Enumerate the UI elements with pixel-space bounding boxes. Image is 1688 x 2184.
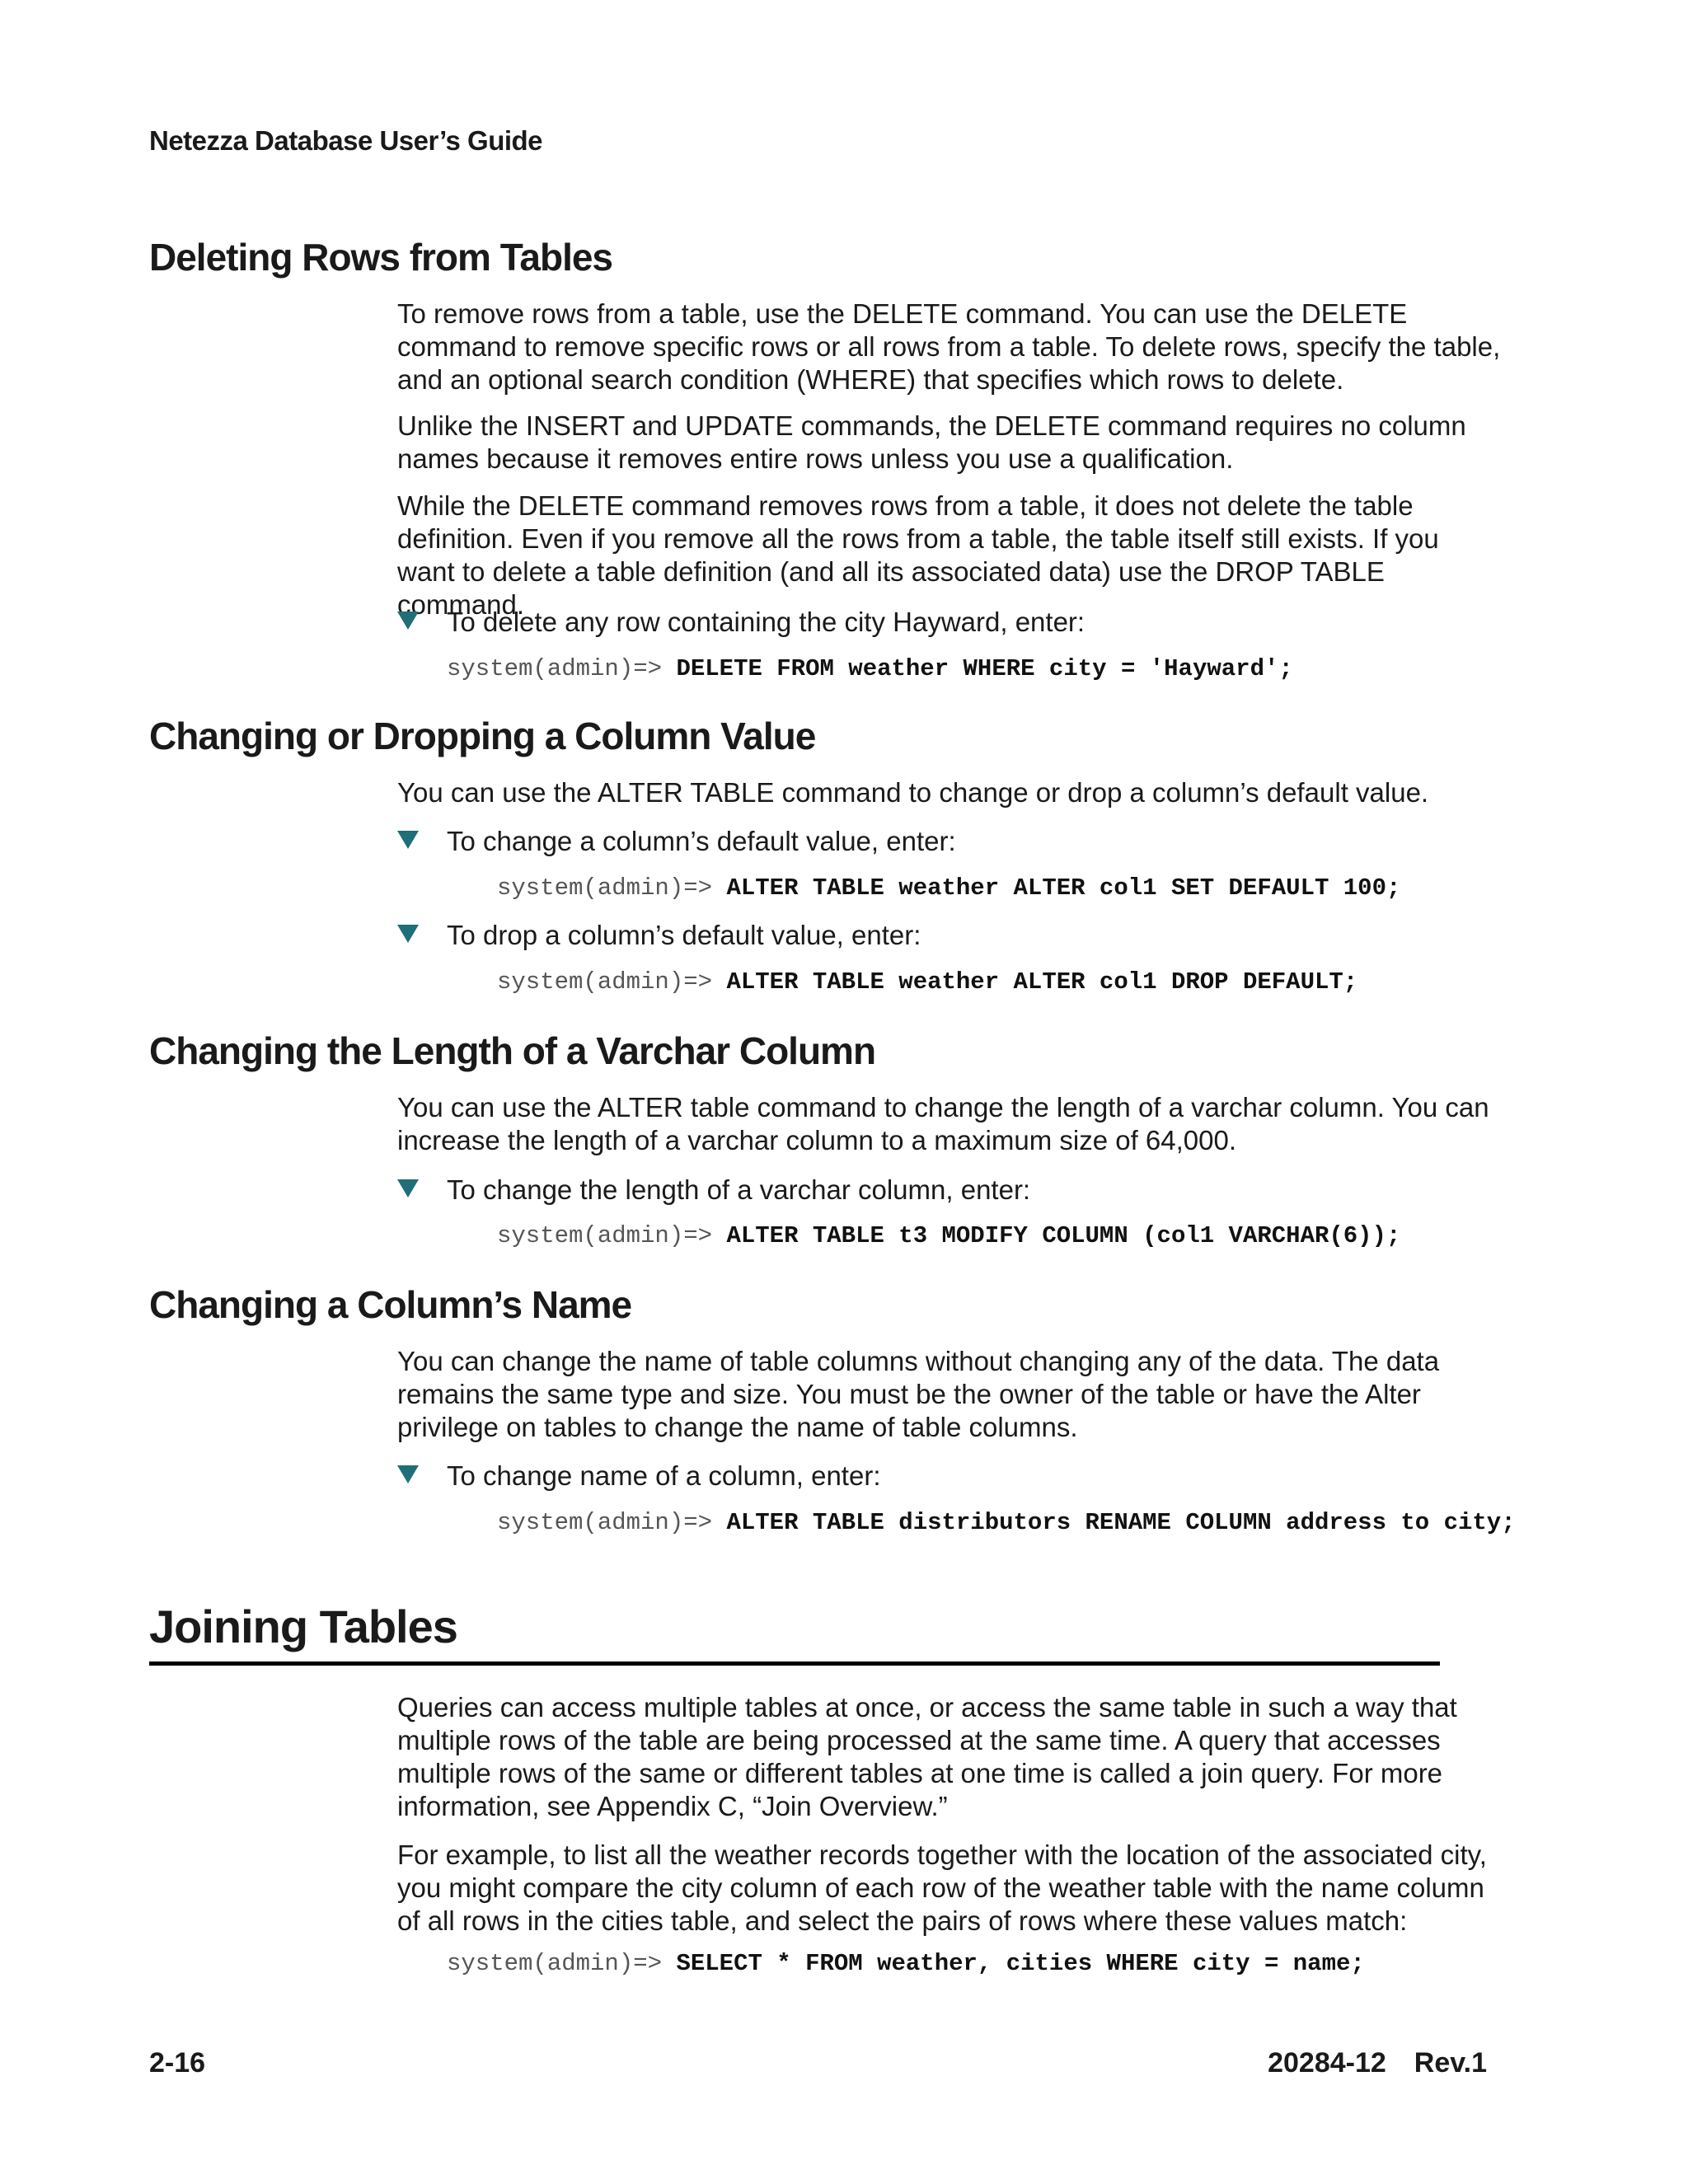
step-text: To drop a column’s default value, enter: xyxy=(447,920,921,950)
running-header: Netezza Database User’s Guide xyxy=(149,125,543,156)
step-item xyxy=(397,919,1502,952)
step-text: To change a column’s default value, enter: xyxy=(447,826,956,856)
step-item xyxy=(397,606,1502,639)
triangle-bullet-icon xyxy=(397,1465,419,1483)
code-prompt: system(admin)=> xyxy=(497,874,727,902)
code-command: DELETE FROM weather WHERE city = 'Hayward'; xyxy=(676,655,1293,682)
revision: Rev.1 xyxy=(1414,2047,1487,2079)
heading-column-name: Changing a Column’s Name xyxy=(149,1283,632,1326)
code-example xyxy=(447,654,1293,685)
triangle-bullet-icon xyxy=(397,925,419,943)
paragraph: You can use the ALTER table command to change the length of a varchar column. You can increase the length of a varchar column to a maximum size of 64,000. xyxy=(397,1092,1489,1155)
paragraph: For example, to list all the weather records together with the location of the associated city, you might compare the city column of each row of the weather table with the name column of all rows in the cities table, and select the pairs of rows where these values match: xyxy=(397,1840,1487,1936)
page-number: 2-16 xyxy=(149,2047,206,2079)
code-example xyxy=(497,1221,1400,1252)
paragraph: You can change the name of table columns without changing any of the data. The data remains the same type and size. You must be the owner of the table or have the Alter privilege on tables to change the name of table columns. xyxy=(397,1346,1440,1442)
step-item xyxy=(397,825,1502,858)
code-example xyxy=(497,967,1357,998)
code-command: ALTER TABLE t3 MODIFY COLUMN (col1 VARCHAR(6)); xyxy=(726,1222,1401,1249)
doc-revision xyxy=(1268,2047,1487,2079)
paragraph: While the DELETE command removes rows from a table, it does not delete the table definition. Even if you remove all the rows from a table, the table itself still exists. If you want to delete a table definition (and all its associated data) use the DROP TABLE command. xyxy=(397,490,1439,620)
paragraph: You can use the ALTER TABLE command to change or drop a column’s default value. xyxy=(397,777,1429,808)
triangle-bullet-icon xyxy=(397,1179,419,1197)
code-example xyxy=(497,873,1400,904)
code-command: ALTER TABLE distributors RENAME COLUMN address to city; xyxy=(726,1509,1516,1536)
section-rule xyxy=(149,1661,1440,1666)
code-example xyxy=(447,1948,1365,1980)
code-command: ALTER TABLE weather ALTER col1 DROP DEFAULT; xyxy=(726,968,1358,996)
code-prompt: system(admin)=> xyxy=(497,968,727,996)
paragraph: Unlike the INSERT and UPDATE commands, the DELETE command requires no column names because it removes entire rows unless you use a qualification. xyxy=(397,410,1466,474)
heading-joining-tables: Joining Tables xyxy=(149,1601,457,1652)
code-prompt: system(admin)=> xyxy=(447,1950,677,1977)
heading-changing-column-value: Changing or Dropping a Column Value xyxy=(149,715,816,757)
code-command: SELECT * FROM weather, cities WHERE city = name; xyxy=(676,1950,1365,1977)
heading-deleting-rows: Deleting Rows from Tables xyxy=(149,236,613,279)
triangle-bullet-icon xyxy=(397,831,419,849)
code-prompt: system(admin)=> xyxy=(497,1222,727,1249)
code-example xyxy=(497,1507,1684,1539)
paragraph: To remove rows from a table, use the DELETE command. You can use the DELETE command to remove specific rows or all rows from a table. To delete rows, specify the table, and an optional search condition (WHERE) that specifies which rows to delete. xyxy=(397,298,1501,395)
step-item xyxy=(397,1174,1502,1207)
code-prompt: system(admin)=> xyxy=(497,1509,727,1536)
heading-varchar-length: Changing the Length of a Varchar Column xyxy=(149,1029,876,1072)
step-item xyxy=(397,1460,1502,1493)
paragraph: Queries can access multiple tables at once, or access the same table in such a way that multiple rows of the table are being processed at the same time. A query that accesses multiple rows of the same or different tables at one time is called a join query. For more information, see Appendix C, “Join Overview.” xyxy=(397,1692,1457,1821)
code-command: ALTER TABLE weather ALTER col1 SET DEFAULT 100; xyxy=(726,874,1401,902)
triangle-bullet-icon xyxy=(397,612,419,630)
step-text: To change the length of a varchar column, enter: xyxy=(447,1174,1031,1205)
step-text: To delete any row containing the city Hayward, enter: xyxy=(447,607,1085,637)
step-text: To change name of a column, enter: xyxy=(447,1460,881,1491)
code-prompt: system(admin)=> xyxy=(447,655,677,682)
doc-id: 20284-12 xyxy=(1268,2047,1386,2079)
